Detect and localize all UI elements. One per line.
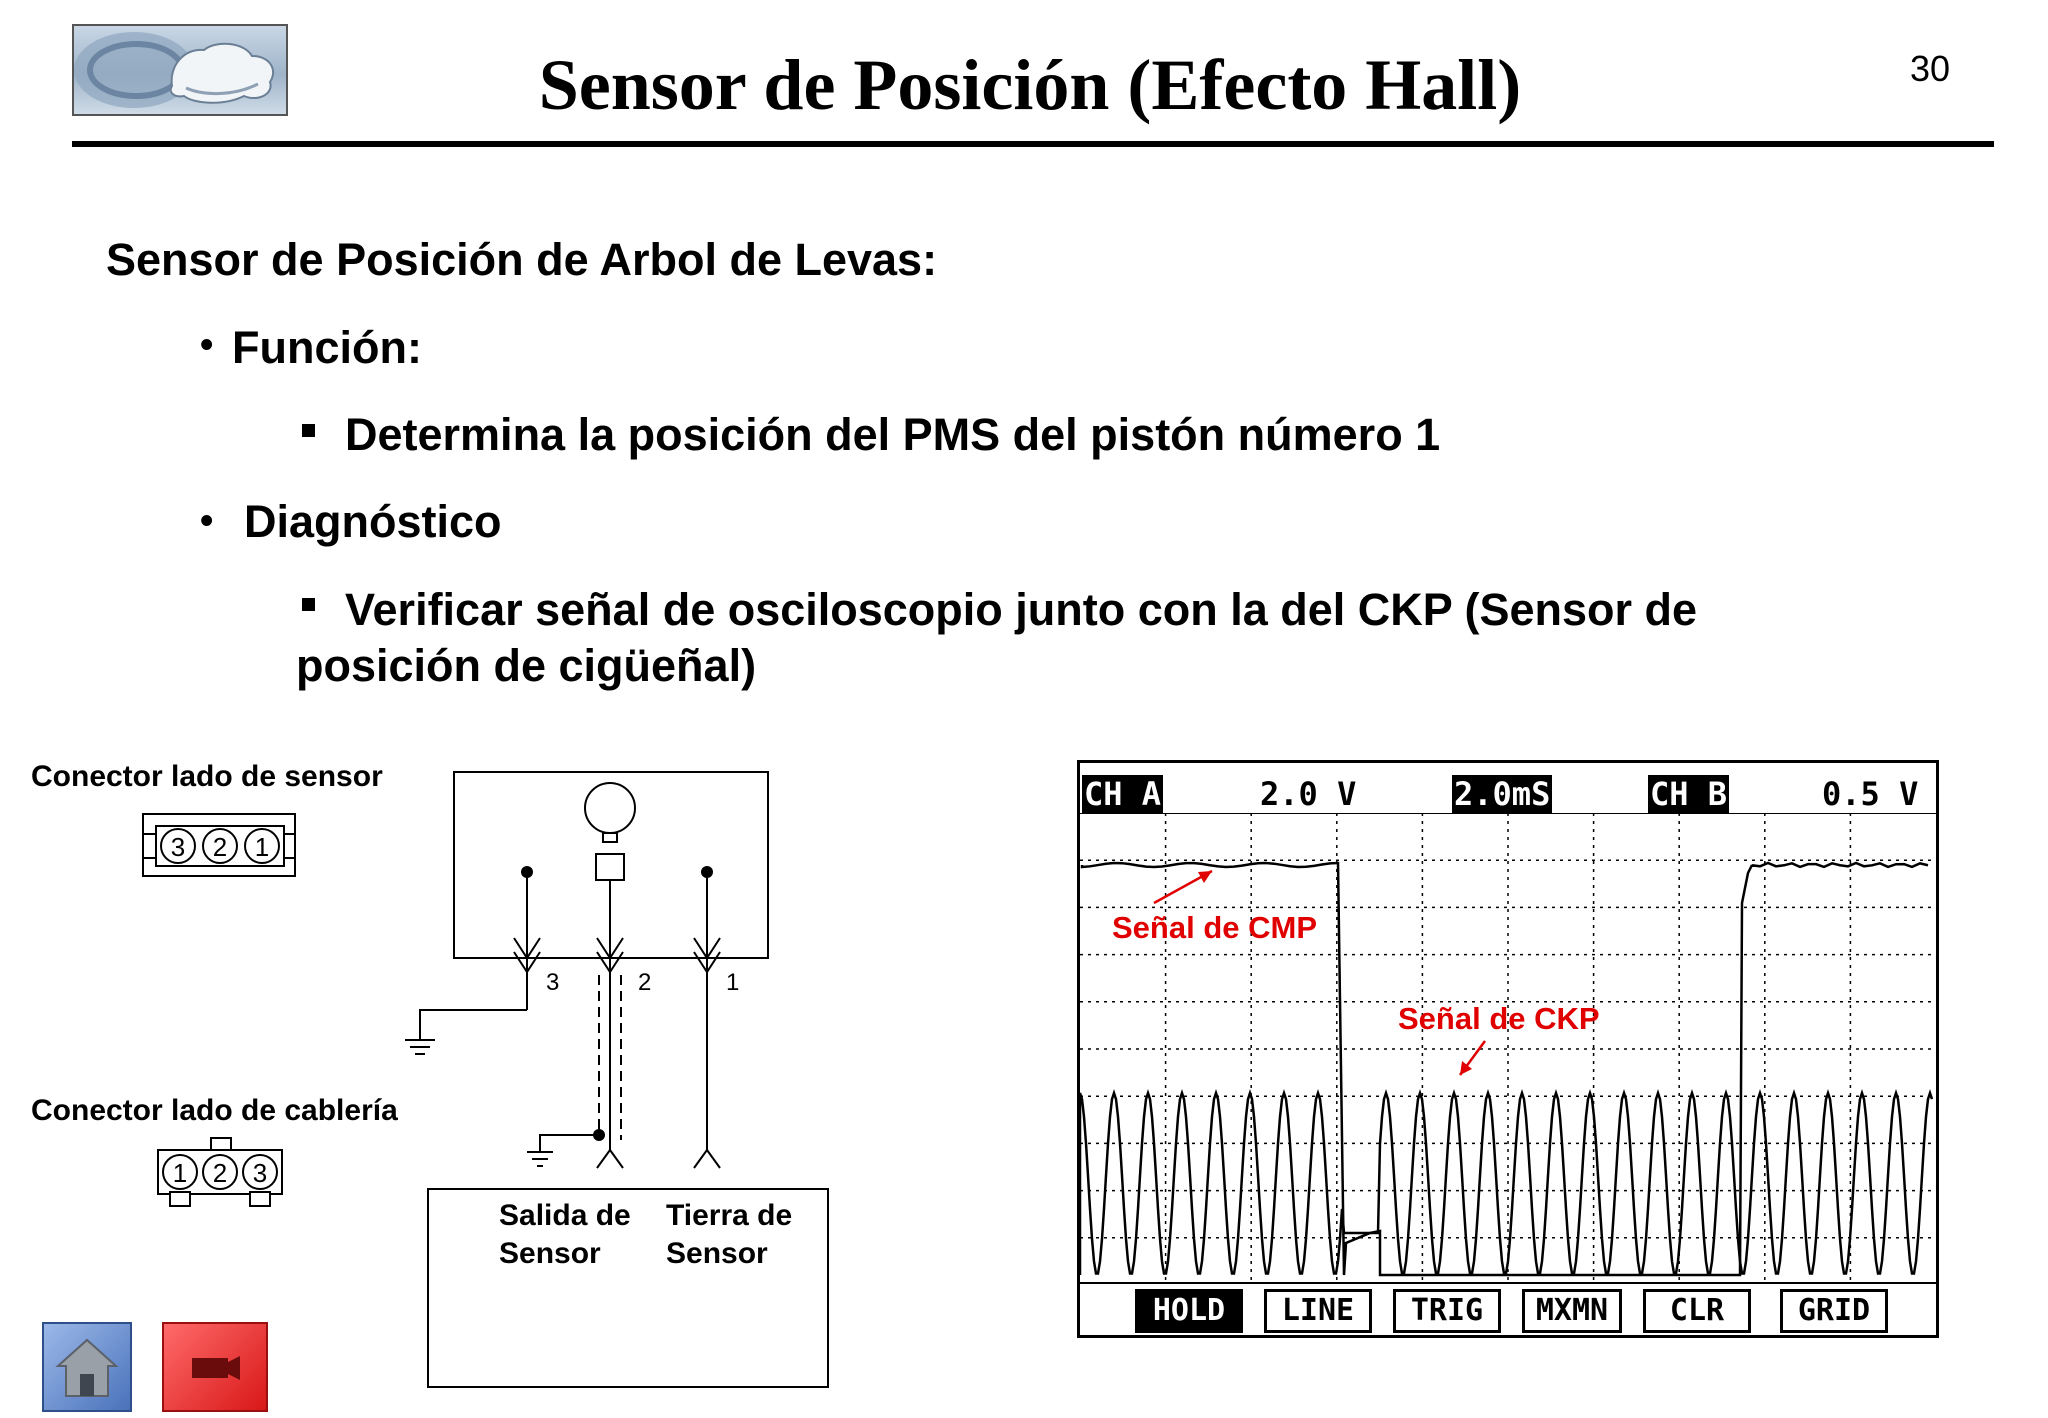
ch-a-scale: 2.0 V [1260,775,1357,813]
hall-element [585,783,635,833]
ckp-signal-label: Señal de CKP [1398,1001,1600,1036]
bullet-dot: • [200,324,214,366]
funcion-item: Determina la posición del PMS del pistón número 1 [345,409,1441,460]
movie-button[interactable] [162,1322,268,1412]
harness-pin: 3 [252,1158,268,1188]
home-button[interactable] [42,1322,132,1412]
slide-title: Sensor de Posición (Efecto Hall) [538,45,1522,125]
camera-icon [164,1324,266,1410]
bullet-dot: • [200,500,214,542]
home-icon [44,1324,130,1410]
harness-connector-label: Conector lado de cablería [31,1094,398,1127]
ch-b-scale: 0.5 V [1822,775,1919,813]
wire-label: 1 [726,969,740,996]
ch-b-label: CH B [1650,775,1728,813]
ch-a-label: CH A [1084,775,1162,813]
time-scale: 2.0mS [1454,775,1551,813]
sensor-pin: 1 [254,832,270,862]
square-bullet [302,424,315,437]
section-heading: Sensor de Posición de Arbol de Levas: [106,234,938,285]
harness-connector-diagram [152,1136,288,1208]
wire-label: 3 [546,969,560,996]
slide-number: 30 [1910,48,1951,89]
square-bullet [302,598,315,611]
diagnostico-item-line2: posición de cigüeñal) [296,640,757,691]
ground-label-line2: Sensor [666,1237,768,1270]
wiring-schematic [380,760,840,1200]
oscilloscope-screen [1077,760,1939,1338]
clr-button[interactable]: CLR [1643,1289,1751,1333]
company-logo [72,24,288,116]
harness-pin: 2 [212,1158,228,1188]
mxmn-button[interactable]: MXMN [1522,1289,1622,1333]
funcion-label: Función: [232,322,422,373]
waveform-plot [1080,813,1936,1285]
output-label-line2: Sensor [499,1237,601,1270]
diagnostico-label: Diagnóstico [244,496,502,547]
diagnostico-item-line1: Verificar señal de osciloscopio junto con la del CKP (Sensor de [345,584,1698,635]
harness-pin: 1 [172,1158,188,1188]
sensor-pin: 2 [212,832,228,862]
ckp-waveform [1080,1093,1932,1275]
hold-button[interactable]: HOLD [1135,1289,1243,1333]
trig-button[interactable]: TRIG [1393,1289,1501,1333]
cmp-signal-label: Señal de CMP [1112,910,1317,945]
grid-button[interactable]: GRID [1780,1289,1888,1333]
sensor-connector-label: Conector lado de sensor [31,760,383,793]
title-rule [72,141,1994,147]
ground-label-line1: Tierra de [666,1199,793,1232]
wire-label: 2 [638,969,652,996]
output-label-line1: Salida de [499,1199,631,1232]
sensor-connector-diagram [140,810,300,882]
line-button[interactable]: LINE [1264,1289,1372,1333]
sensor-pin: 3 [170,832,186,862]
